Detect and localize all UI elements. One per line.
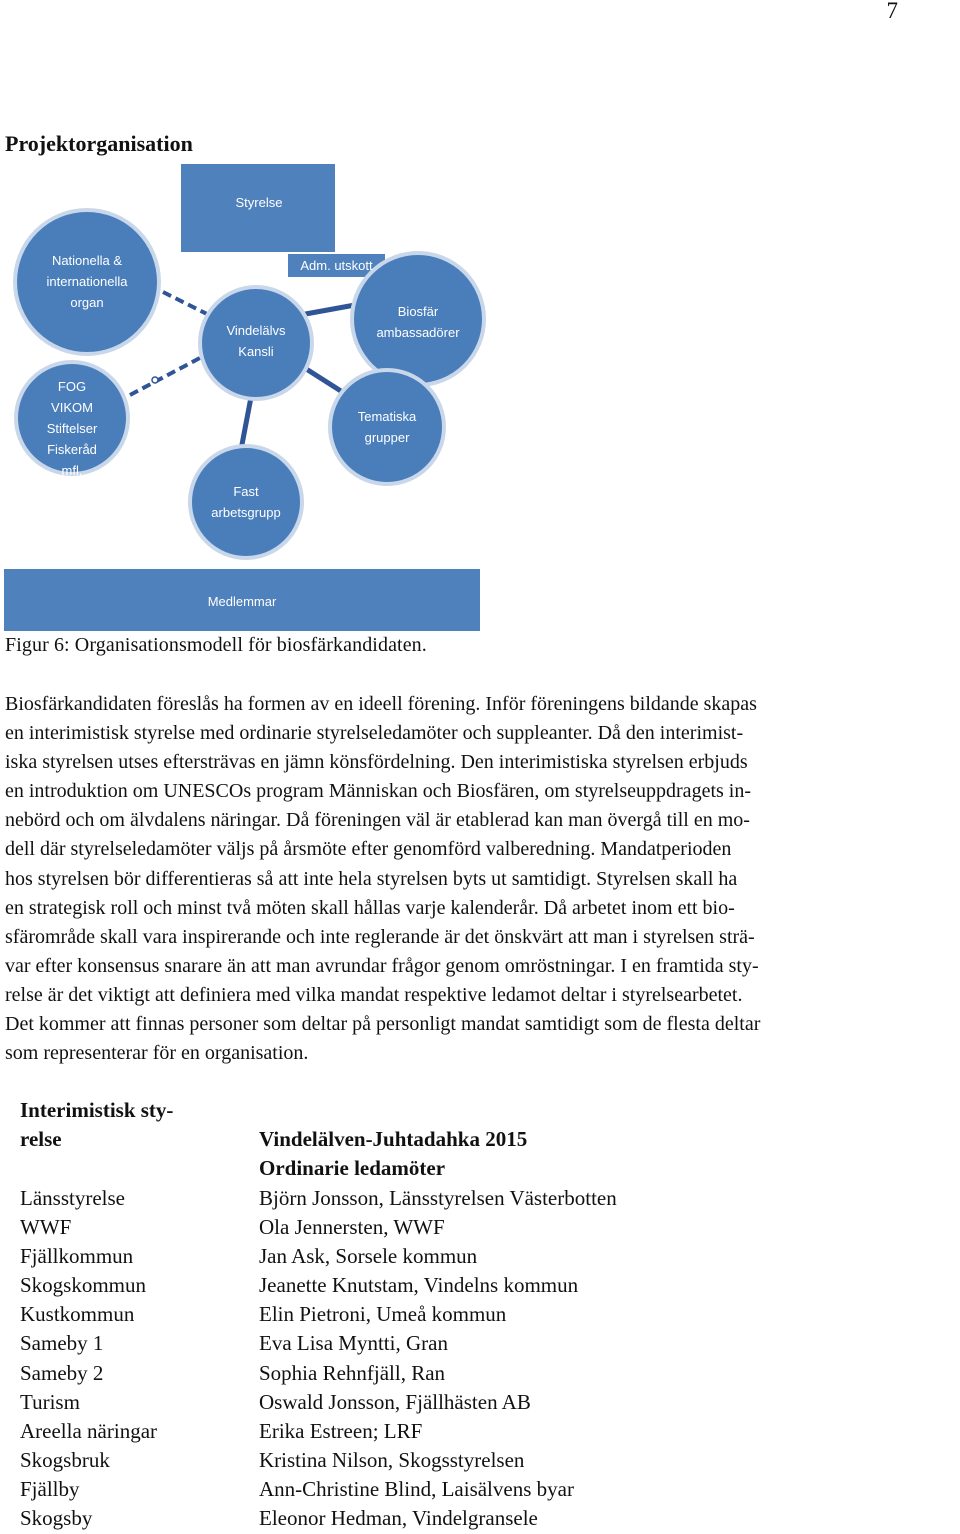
fog-label: FOG VIKOM Stiftelser Fiskeråd mfl. bbox=[46, 379, 98, 478]
role-cell: Skogskommun bbox=[20, 1273, 147, 1298]
member-cell: Kristina Nilson, Skogsstyrelsen bbox=[259, 1447, 525, 1472]
page-number: 7 bbox=[886, 0, 898, 23]
role-cell: Skogsby bbox=[20, 1506, 93, 1531]
body-line: nebörd och om älvdalens näringar. Då föreningen väl är etablerad kan man övergå till en mo- bbox=[5, 809, 750, 832]
body-line: en introduktion om UNESCOs program Människan och Biosfären, om styrelseuppdragets in- bbox=[5, 780, 751, 803]
role-cell: Turism bbox=[20, 1389, 80, 1414]
role-cell: WWF bbox=[20, 1215, 72, 1240]
member-cell: Jan Ask, Sorsele kommun bbox=[259, 1244, 478, 1269]
body-line: hos styrelsen bör differentieras så att inte hela styrelsen byts ut samtidigt. Styrelsen skall ha bbox=[5, 867, 738, 890]
organization-diagram bbox=[0, 155, 490, 635]
body-line: Biosfärkandidaten föreslås ha formen av en ideell förening. Inför föreningens bildande skapas bbox=[5, 693, 757, 715]
figure-caption: Figur 6: Organisationsmodell för biosfärkandidaten. bbox=[5, 634, 427, 656]
table-row bbox=[20, 1388, 617, 1417]
biosfar-label: Biosfär ambassadörer bbox=[376, 304, 460, 340]
member-cell: Erika Estreen; LRF bbox=[259, 1418, 423, 1443]
member-cell: Sophia Rehnfjäll, Ran bbox=[259, 1360, 446, 1385]
table-row bbox=[20, 1504, 617, 1533]
board-table-title bbox=[20, 1096, 220, 1154]
table-row bbox=[20, 1242, 617, 1271]
role-cell: Fjällkommun bbox=[20, 1244, 134, 1269]
board-heading-name: Vindelälven-Juhtadahka 2015 bbox=[259, 1127, 528, 1151]
section-title: Projektorganisation bbox=[5, 131, 193, 156]
role-cell: Areella näringar bbox=[20, 1418, 158, 1443]
table-row bbox=[20, 1329, 617, 1358]
member-cell: Oswald Jonsson, Fjällhästen AB bbox=[259, 1389, 531, 1414]
member-cell: Björn Jonsson, Länsstyrelsen Västerbotten bbox=[259, 1186, 617, 1210]
role-cell: Kustkommun bbox=[20, 1302, 135, 1327]
role-cell: Länsstyrelse bbox=[20, 1186, 125, 1210]
member-cell: Ola Jennersten, WWF bbox=[259, 1215, 445, 1240]
fast-label: Fast arbetsgrupp bbox=[211, 484, 281, 520]
connector-dot bbox=[152, 377, 158, 383]
body-line: relse är det viktigt att definiera med vilka mandat respektive ledamot deltar i styrelsearbetet. bbox=[5, 983, 743, 1006]
medlemmar-label: Medlemmar bbox=[207, 594, 277, 609]
table-row bbox=[20, 1213, 617, 1242]
member-cell: Elin Pietroni, Umeå kommun bbox=[259, 1302, 507, 1327]
body-line: dell där styrelseledamöter väljs på årsmöte efter genomförd valberedning. Mandatperioden bbox=[5, 838, 732, 861]
member-cell: Eleonor Hedman, Vindelgransele bbox=[259, 1506, 538, 1531]
body-line: iska styrelsen utses eftersträvas en jämn könsfördelning. Den interimistiska styrelsen erbjuds bbox=[5, 751, 748, 774]
nationella-label: Nationella & internationella organ bbox=[46, 253, 128, 310]
member-cell: Ann-Christine Blind, Laisälvens byar bbox=[259, 1476, 574, 1501]
body-line: var efter konsensus snarare än att man avrundar frågor genom omröstningar. I en framtida sty- bbox=[5, 954, 759, 977]
table-row bbox=[20, 1446, 617, 1475]
tematiska-label: Tematiska grupper bbox=[357, 409, 417, 445]
body-line: en strategisk roll och minst två möten skall hållas varje kalenderår. Då arbetet inom ett bio- bbox=[5, 896, 735, 919]
member-cell: Jeanette Knutstam, Vindelns kommun bbox=[259, 1273, 579, 1298]
adm-utskott-label: Adm. utskott bbox=[300, 258, 373, 273]
table-row bbox=[20, 1359, 617, 1388]
body-line: sfärområde skall vara inspirerande och inte reglerande är det önskvärt att man i styrelsen strä- bbox=[5, 925, 755, 948]
board-table-title-line: relse bbox=[20, 1127, 62, 1151]
role-cell: Sameby 1 bbox=[20, 1331, 104, 1356]
role-cell: Fjällby bbox=[20, 1476, 80, 1501]
table-row bbox=[20, 1417, 617, 1446]
member-cell: Eva Lisa Myntti, Gran bbox=[259, 1331, 448, 1356]
styrelse-label: Styrelse bbox=[235, 195, 283, 210]
connector-kansli-biosfar bbox=[300, 305, 355, 315]
table-row bbox=[20, 1184, 617, 1213]
body-line: Det kommer att finnas personer som deltar på personligt mandat samtidigt som de flesta deltar bbox=[5, 1013, 761, 1036]
table-row bbox=[20, 1475, 617, 1504]
body-paragraph bbox=[5, 690, 960, 1068]
kansli-label: Vindelälvs Kansli bbox=[226, 323, 286, 359]
table-row bbox=[20, 1300, 617, 1329]
role-cell: Sameby 2 bbox=[20, 1360, 104, 1385]
table-row bbox=[20, 1271, 617, 1300]
body-line: som representerar för en organisation. bbox=[5, 1042, 309, 1065]
board-heading-members: Ordinarie ledamöter bbox=[259, 1156, 446, 1180]
board-table-heading bbox=[259, 1125, 527, 1183]
body-line: en interimistisk styrelse med ordinarie styrelseledamöter och suppleanter. Då den interimist- bbox=[5, 722, 744, 745]
board-table-title-line: Interimistisk sty- bbox=[20, 1098, 174, 1122]
board-table bbox=[20, 1184, 617, 1533]
role-cell: Skogsbruk bbox=[20, 1447, 110, 1472]
